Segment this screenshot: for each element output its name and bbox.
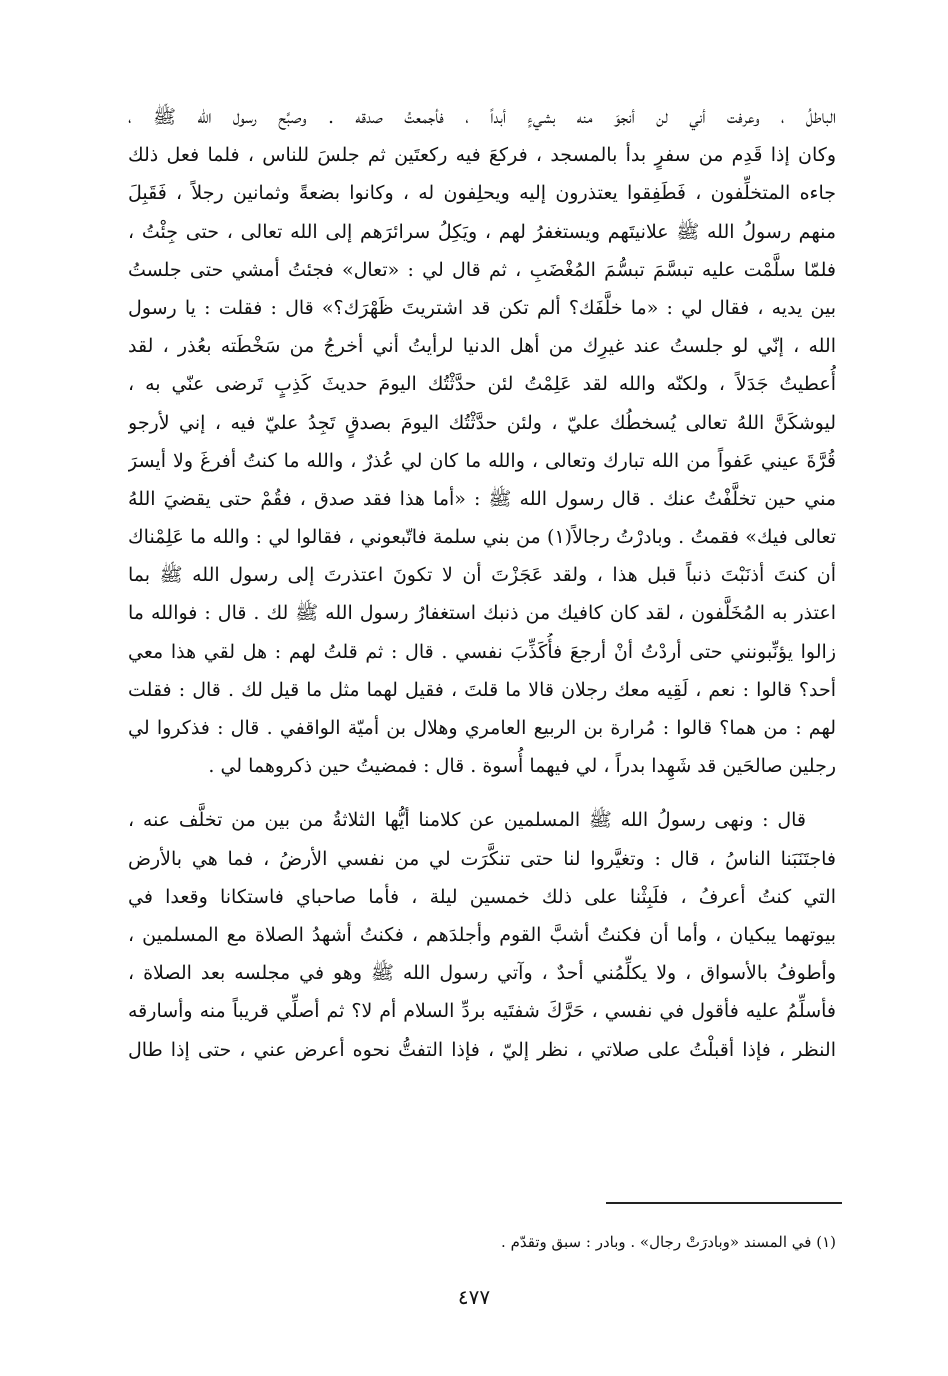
page-number: ٤٧٧ (457, 1285, 491, 1309)
text-line: فاجتَنَبَنا الناسُ ، قال : وتغيَّروا لنا حتى تنكَّرَت لي من نفسي الأرضُ ، فما هي بالأرض (128, 847, 836, 870)
text-line: رجلين صالحَين قد شَهِدا بدراً ، لي فيهما أُسوة . قال : فمضيتُ حين ذكروهما لي . (208, 755, 836, 778)
main-text (128, 98, 836, 1069)
text-line: لهم : من هما؟ قالوا : مُرارة بن الربيع العامري وهلال بن أميّة الواقفي . قال : فذكروا لي (128, 717, 836, 739)
text-line: أحد؟ قالوا : نعم ، لَقِيه معك رجلان قالا ما قلتَ ، فقيل لهما مثل ما قيل لك . قال : فقلت (128, 678, 836, 701)
text-line: الباطلُ ، وعرفت أني لن أنجوَ منه بشيءٍ أبداً ، فأجمعتُ صدقه . وصبَّح رسول الله ﷺ ، (128, 106, 836, 128)
text-line: أُعطيتُ جَدَلاً ، ولكنّه والله لقد عَلِمْتُ لئن حدَّثْتُك اليومَ حديثَ كَذِبٍ تَرضى عنّي به ، (128, 373, 836, 396)
text-line: وكان إذا قَدِم من سفرٍ بدأ بالمسجد ، فركعَ فيه ركعتَين ثم جلسَ للناس ، فلما فعل ذلك (128, 144, 836, 167)
text-line: أن كنتَ أذنَبْتَ ذنباً قبل هذا ، ولقد عَجَزْتَ أن لا تكونَ اعتذرتَ إلى رسول الله ﷺ بما (128, 564, 836, 587)
text-line: قال : ونهى رسولُ الله ﷺ المسلمين عن كلامنا أيُّها الثلاثةُ من بين من تخلَّف عنه ، (128, 809, 806, 832)
text-line: قُرَّةَ عيني عَفواً من الله تبارك وتعالى ، والله ما كان لي عُذرٌ ، والله ما كنتُ أفرغَ ولا أيسرَ (128, 449, 836, 472)
text-line: وأطوفُ بالأسواق ، ولا يكلِّمُني أحدٌ ، وآتي رسول الله ﷺ وهو في مجلسه بعد الصلاة ، (128, 962, 836, 985)
text-line: فأسلِّمُ عليه فأقول في نفسي ، حَرَّكَ شفتَيه بردِّ السلام أم لا؟ ثم أصلِّي قريباً منه وأسارقه (128, 1000, 836, 1023)
text-line: التي كنتُ أعرفُ ، فلَبِثْنا على ذلك خمسين ليلة ، فأما صاحباي فاستكانا وقعدا في (128, 885, 836, 908)
text-line: اعتذر به المُخَلَّفون ، لقد كان كافيك من ذنبك استغفارُ رسول الله ﷺ لك . قال : فوالله ما (128, 602, 836, 625)
text-line: زالوا يؤنِّبونني حتى أردْتُ أنْ أرجعَ فأُكَذِّبَ نفسي . قال : ثم قلتُ لهم : هل لقي هذا معي (128, 640, 836, 663)
paragraph-1 (128, 98, 836, 785)
text-line: بين يديه ، فقال لي : «ما خلَّفَك؟ ألم تكن قد اشتريتَ ظَهْرَك؟» قال : فقلت : يا رسول (128, 296, 836, 319)
text-line: تعالى فيك» فقمتُ . وبادرْتُ رجالاً(١) من بني سلمة فاتّبعوني ، فقالوا لي : والله ما عَلِمْناك (128, 526, 836, 549)
text-line: جاءه المتخلِّفون ، فَطَفِقوا يعتذرون إليه ويحلِفون له ، وكانوا بضعةً وثمانين رجلاً ، فَقَبِلَ (128, 182, 836, 205)
text-line: ليوشكَنَّ اللهُ تعالى يُسخطُك عليّ ، ولئن حدَّثْتُك اليومَ بصدقٍ تَجِدُ عليّ فيه ، إني لأرجو (128, 411, 836, 434)
paragraph-gap (128, 785, 836, 801)
footnote: (١) في المسند «وبادرَتْ رجال» . وبادر : سبق وتقدّم . (501, 1233, 836, 1251)
paragraph-2 (128, 801, 836, 1068)
text-line: مني حين تخلَّفْتُ عنك . قال رسول الله ﷺ : «أما هذا فقد صدق ، فقُمْ حتى يقضيَ اللهُ (128, 487, 836, 510)
text-line: النظر ، فإذا أقبلْتُ على صلاتي ، نظر إليّ ، فإذا التفتُّ نحوه أعرض عني ، حتى إذا طال (128, 1038, 836, 1061)
text-line: منهم رسولُ الله ﷺ علانيتَهم ويستغفرُ لهم ، ويَكِلُ سرائرَهم إلى الله تعالى ، حتى جِئْتُ ، (128, 220, 836, 243)
footnote-divider (606, 1202, 842, 1204)
text-line: الله ، إنّي لو جلستُ عند غيرِك من أهل الدنيا لرأيتُ أني أخرجُ من سَخْطَته بعُذر ، لقد (128, 335, 836, 358)
text-line: بيوتهما يبكيان ، وأما أن فكنتُ أشبَّ القوم وأجلدَهم ، فكنتُ أشهدُ الصلاة مع المسلمين ، (128, 923, 836, 946)
text-line: فلمّا سلَّمْت عليه تبسَّمَ تبسُّمَ المُغْضَبِ ، ثم قال لي : «تعال» فجئتُ أمشي حتى جلستُ (128, 258, 836, 281)
